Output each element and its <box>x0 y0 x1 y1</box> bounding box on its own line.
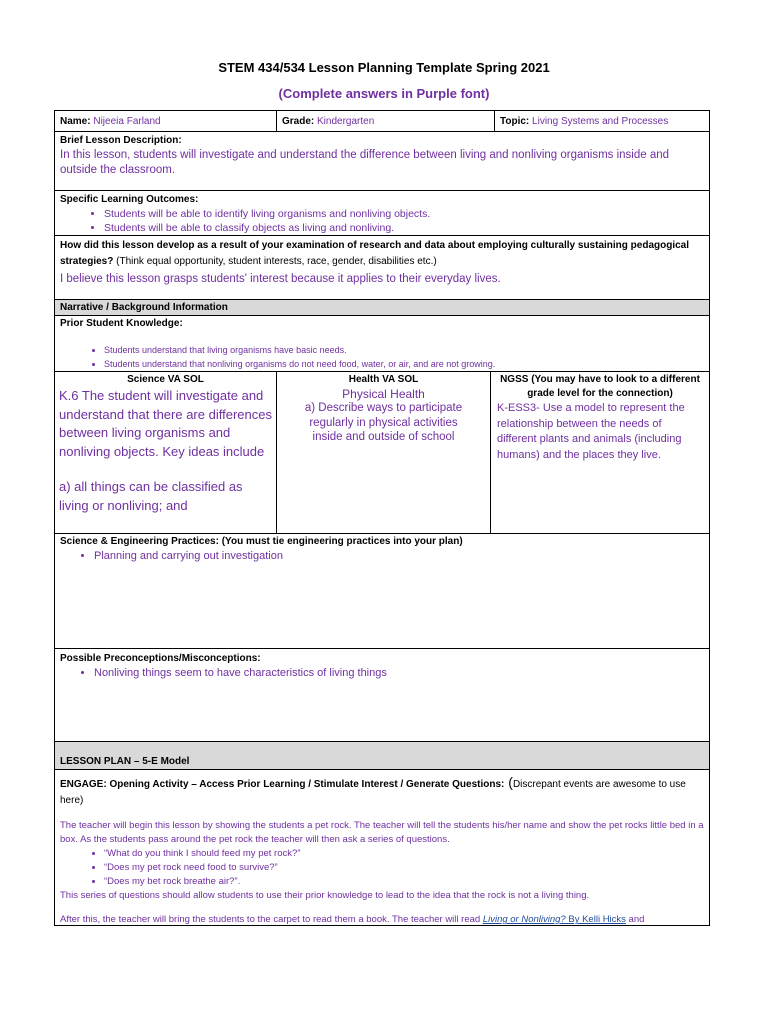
brief-description-text: In this lesson, students will investigate and understand the difference between living and nonliving organisms inside and outside the classroom. <box>60 149 670 176</box>
practices-list <box>60 549 704 564</box>
learning-outcomes-list <box>60 207 704 235</box>
book-title-link[interactable]: Living or Nonliving? <box>482 914 566 925</box>
name-cell <box>55 111 277 131</box>
topic-cell <box>495 111 709 131</box>
list-item: • Students will be able to identify living organisms and nonliving objects. <box>104 207 704 221</box>
research-question-note: (Think equal opportunity, student interests, race, gender, disabilities etc.) <box>113 256 437 267</box>
prior-knowledge-label: Prior Student Knowledge: <box>60 318 183 329</box>
misconceptions-label: Possible Preconceptions/Misconceptions: <box>60 653 261 664</box>
health-sol-label: Health VA SOL <box>348 374 419 385</box>
engage-row <box>55 770 709 925</box>
name-label: Name: <box>60 116 91 127</box>
list-item: • Students understand that nonliving organisms do not need food, water, or air, and are not growing. <box>104 357 704 371</box>
topic-label: Topic: <box>500 116 530 127</box>
narrative-row <box>55 300 709 316</box>
learning-outcomes-row <box>55 191 709 236</box>
lesson-plan-table <box>54 110 710 926</box>
list-item: • Nonliving things seem to have characteristics of living things <box>94 666 704 681</box>
engage-questions-list <box>60 847 704 889</box>
document-title: STEM 434/534 Lesson Planning Template Spring 2021 <box>218 60 550 75</box>
engage-heading <box>60 774 704 809</box>
info-row <box>55 111 709 132</box>
engage-paragraph-3-text: After this, the teacher will bring the students to the carpet to read them a book. The teacher will read <box>60 914 483 925</box>
misconceptions-list <box>60 666 704 681</box>
ngss-cell <box>491 372 709 533</box>
misconceptions-row <box>55 649 709 742</box>
grade-cell <box>277 111 495 131</box>
health-sol-cell <box>277 372 491 533</box>
ngss-label: NGSS (You may have to look to a different grade level for the connection) <box>500 374 700 399</box>
list-item: • Students understand that living organisms have basic needs. <box>104 343 704 357</box>
list-item: • “What do you think I should feed my pet rock?” <box>104 847 704 861</box>
grade-value: Kindergarten <box>317 116 375 127</box>
list-item: • “Does my bet rock breathe air?”. <box>104 875 704 889</box>
engage-paragraph-1: The teacher will begin this lesson by showing the students a pet rock. The teacher will tell the students his/her name and show the pet rocks little bed in a box. As the students pass around the pet rock the teacher will then ask a series of questions. <box>60 820 704 845</box>
narrative-label: Narrative / Background Information <box>60 302 228 313</box>
prior-knowledge-list <box>60 343 704 371</box>
learning-outcomes-label: Specific Learning Outcomes: <box>60 194 199 205</box>
standards-row <box>55 372 709 534</box>
book-author-link[interactable]: By Kelli Hicks <box>565 914 626 925</box>
list-item: • “Does my pet rock need food to survive?” <box>104 861 704 875</box>
engage-note: Discrepant events are awesome to use here) <box>60 779 686 806</box>
engage-label: ENGAGE: Opening Activity – Access Prior Learning / Stimulate Interest / Generate Questions: <box>60 779 505 790</box>
engage-paren: ( <box>504 774 513 790</box>
science-sol-cell <box>55 372 277 533</box>
health-sol-title: Physical Health <box>342 387 425 401</box>
engage-paragraph-2: This series of questions should allow students to use their prior knowledge to lead to the idea that the rock is not a living thing. <box>60 890 590 901</box>
document-subtitle: (Complete answers in Purple font) <box>278 86 490 101</box>
prior-knowledge-row <box>55 316 709 372</box>
science-sol-label: Science VA SOL <box>127 374 204 385</box>
list-item: • Planning and carrying out investigation <box>94 549 704 564</box>
grade-label: Grade: <box>282 116 315 127</box>
lesson-plan-label: LESSON PLAN – 5-E Model <box>60 756 190 767</box>
science-sol-point-a: a) all things can be classified as living or nonliving; and <box>59 479 243 513</box>
research-question <box>60 238 704 270</box>
engage-paragraph-3-end: and <box>625 914 645 925</box>
science-sol-text: K.6 The student will investigate and understand that there are differences between living organisms and nonliving objects. Key ideas include <box>59 388 272 459</box>
practices-row <box>55 534 709 649</box>
lesson-plan-row <box>55 742 709 770</box>
list-item: • Students will be able to classify objects as living and nonliving. <box>104 221 704 235</box>
research-question-text: How did this lesson develop as a result of your examination of research and data about employing culturally sustaining pedagogical strategies? <box>60 240 690 267</box>
research-row <box>55 236 709 300</box>
health-sol-text: a) Describe ways to participate regularly in physical activities inside and outside of school <box>304 402 463 443</box>
engage-paragraph-3 <box>60 913 704 925</box>
name-value: Nijeeia Farland <box>93 116 161 127</box>
brief-description-label: Brief Lesson Description: <box>60 135 182 146</box>
practices-label: Science & Engineering Practices: (You must tie engineering practices into your plan) <box>60 536 463 547</box>
topic-value: Living Systems and Processes <box>532 116 669 127</box>
ngss-text: K-ESS3- Use a model to represent the relationship between the needs of different plants and animals (including humans) and the places they live. <box>497 402 685 461</box>
research-answer: I believe this lesson grasps students' interest because it applies to their everyday lives. <box>60 273 501 285</box>
brief-description-row <box>55 132 709 191</box>
